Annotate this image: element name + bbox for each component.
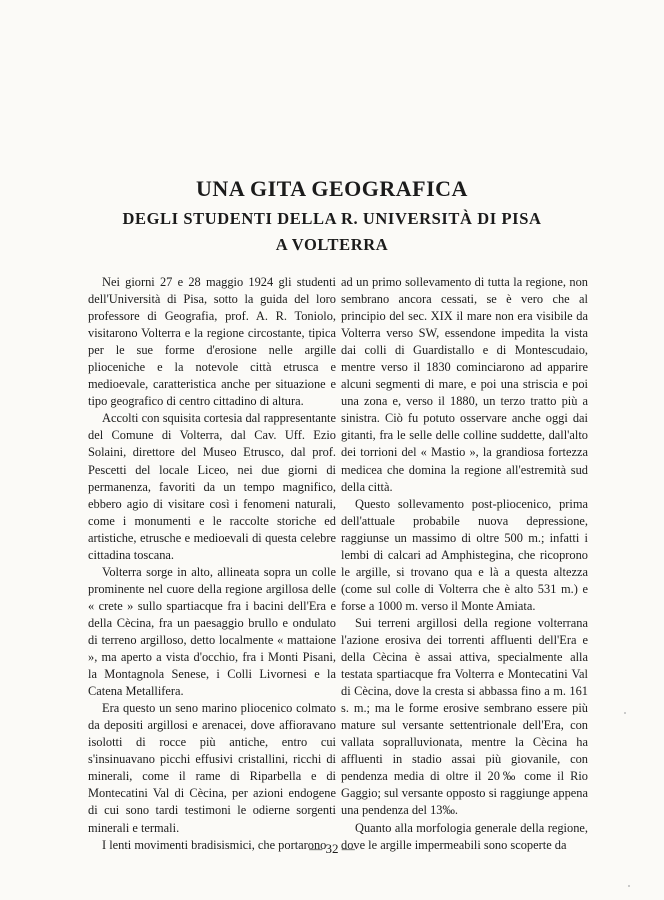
paragraph: Nei giorni 27 e 28 maggio 1924 gli studenti dell'Università di Pisa, sotto la guida del loro professore di Geografia, prof. A. R. Toniolo, visitarono Volterra e la regione circostante, tipica per le sue forme d'erosione nelle argille plioceniche e la notevole città etrusca e medioevale, caratteristica anche per situazione e tipo geografico di centro cittadino di altura. bbox=[88, 275, 336, 409]
scan-speck bbox=[628, 885, 630, 887]
paragraph: Sui terreni argillosi della regione volterrana l'azione erosiva dei torrenti affluenti dell'Era e della Cècina è assai attiva, specialmente alla testata spartiacque fra Volterra e Montecatini Val di Cècina, dove la cresta si abbassa fino a m. 161 s. m.; ma le forme erosive sembrano essere più mature sul versante settentrionale dell'Era, con vallata sopralluvionata, mentre la Cècina ha affluenti in stadio assai più giovanile, con pendenza media di oltre il 20‰ come il Rio Gaggio; sul versante opposto si raggiunge appena una pendenza del 13‰. bbox=[341, 615, 588, 818]
paragraph: Questo sollevamento post-pliocenico, prima dell'attuale probabile nuova depressione, raggiunse un massimo di oltre 500 m.; infatti i lembi di calcari ad Amphistegina, che ricoprono le argille, si trovano qua e là a questa altezza (come sul colle di Volterra che è alto 531 m.) e forse a 1000 m. verso il Monte Amiata. bbox=[341, 496, 588, 613]
paragraph: Era questo un seno marino pliocenico colmato da depositi argillosi e arenacei, dove affioravano isolotti di rocce più antiche, entro cui s'insinuavano picchi effusivi cristallini, ricchi di minerali, come il rame di Riparbella e di Montecatini Val di Cècina, per azioni endogene di cui sono tardi testimoni le odierne sorgenti minerali e termali. bbox=[88, 701, 336, 835]
paragraph: Volterra sorge in alto, allineata sopra un colle prominente nel cuore della regione argillosa delle « crete » sullo spartiacque fra i bacini dell'Era e della Cècina, fra un paesaggio brullo e ondulato di terreno argilloso, detto localmente « mattaione », ma aperto a vista d'occhio, fra i Monti Pisani, la Montagnola Senese, i Colli Livornesi e la Catena Metallifera. bbox=[88, 564, 336, 699]
left-column bbox=[88, 274, 336, 854]
page-number: — 32 — bbox=[309, 841, 355, 856]
article-title: UNA GITA GEOGRAFICA bbox=[196, 176, 468, 201]
paragraph: I lenti movimenti bradisismici, che portarono bbox=[102, 837, 327, 852]
article-subtitle-line2: A VOLTERRA bbox=[275, 235, 389, 254]
title-block bbox=[0, 176, 664, 256]
article-subtitle-line1: DEGLI STUDENTI DELLA R. UNIVERSITÀ DI PISA bbox=[122, 209, 542, 228]
paragraph: Quanto alla morfologia generale della regione, dove le argille impermeabili sono scoperte da bbox=[341, 820, 588, 852]
right-column bbox=[341, 274, 588, 854]
scan-speck bbox=[624, 712, 626, 714]
paragraph: Accolti con squisita cortesia dal rappresentante del Comune di Volterra, dal Cav. Uff. Ezio Solaini, direttore del Museo Etrusco, dal prof. Pescetti del locale Liceo, nei due giorni di permanenza, favoriti da un tempo magnifico, ebbero agio di visitare così i fenomeni naturali, come i monumenti e le raccolte storiche ed artistiche, etrusche e medioevali di questa celebre cittadina toscana. bbox=[88, 411, 336, 562]
paragraph: ad un primo sollevamento di tutta la regione, non sembrano ancora cessati, se è vero che al principio del sec. XIX il mare non era visibile da Volterra verso SW, essendone impedita la vista dai colli di Guardistallo e di Montescudaio, mentre verso il 1830 cominciarono ad apparire alcuni segmenti di mare, e poi una striscia e poi una zona e, verso il 1880, un terzo tratto più a sinistra. Ciò fu potuto osservare anche oggi dai gitanti, fra le selle delle colline suddette, dall'alto dei torrioni del « Mastio », la grandiosa fortezza medicea che domina la regione all'estremità sud della città. bbox=[341, 275, 588, 494]
